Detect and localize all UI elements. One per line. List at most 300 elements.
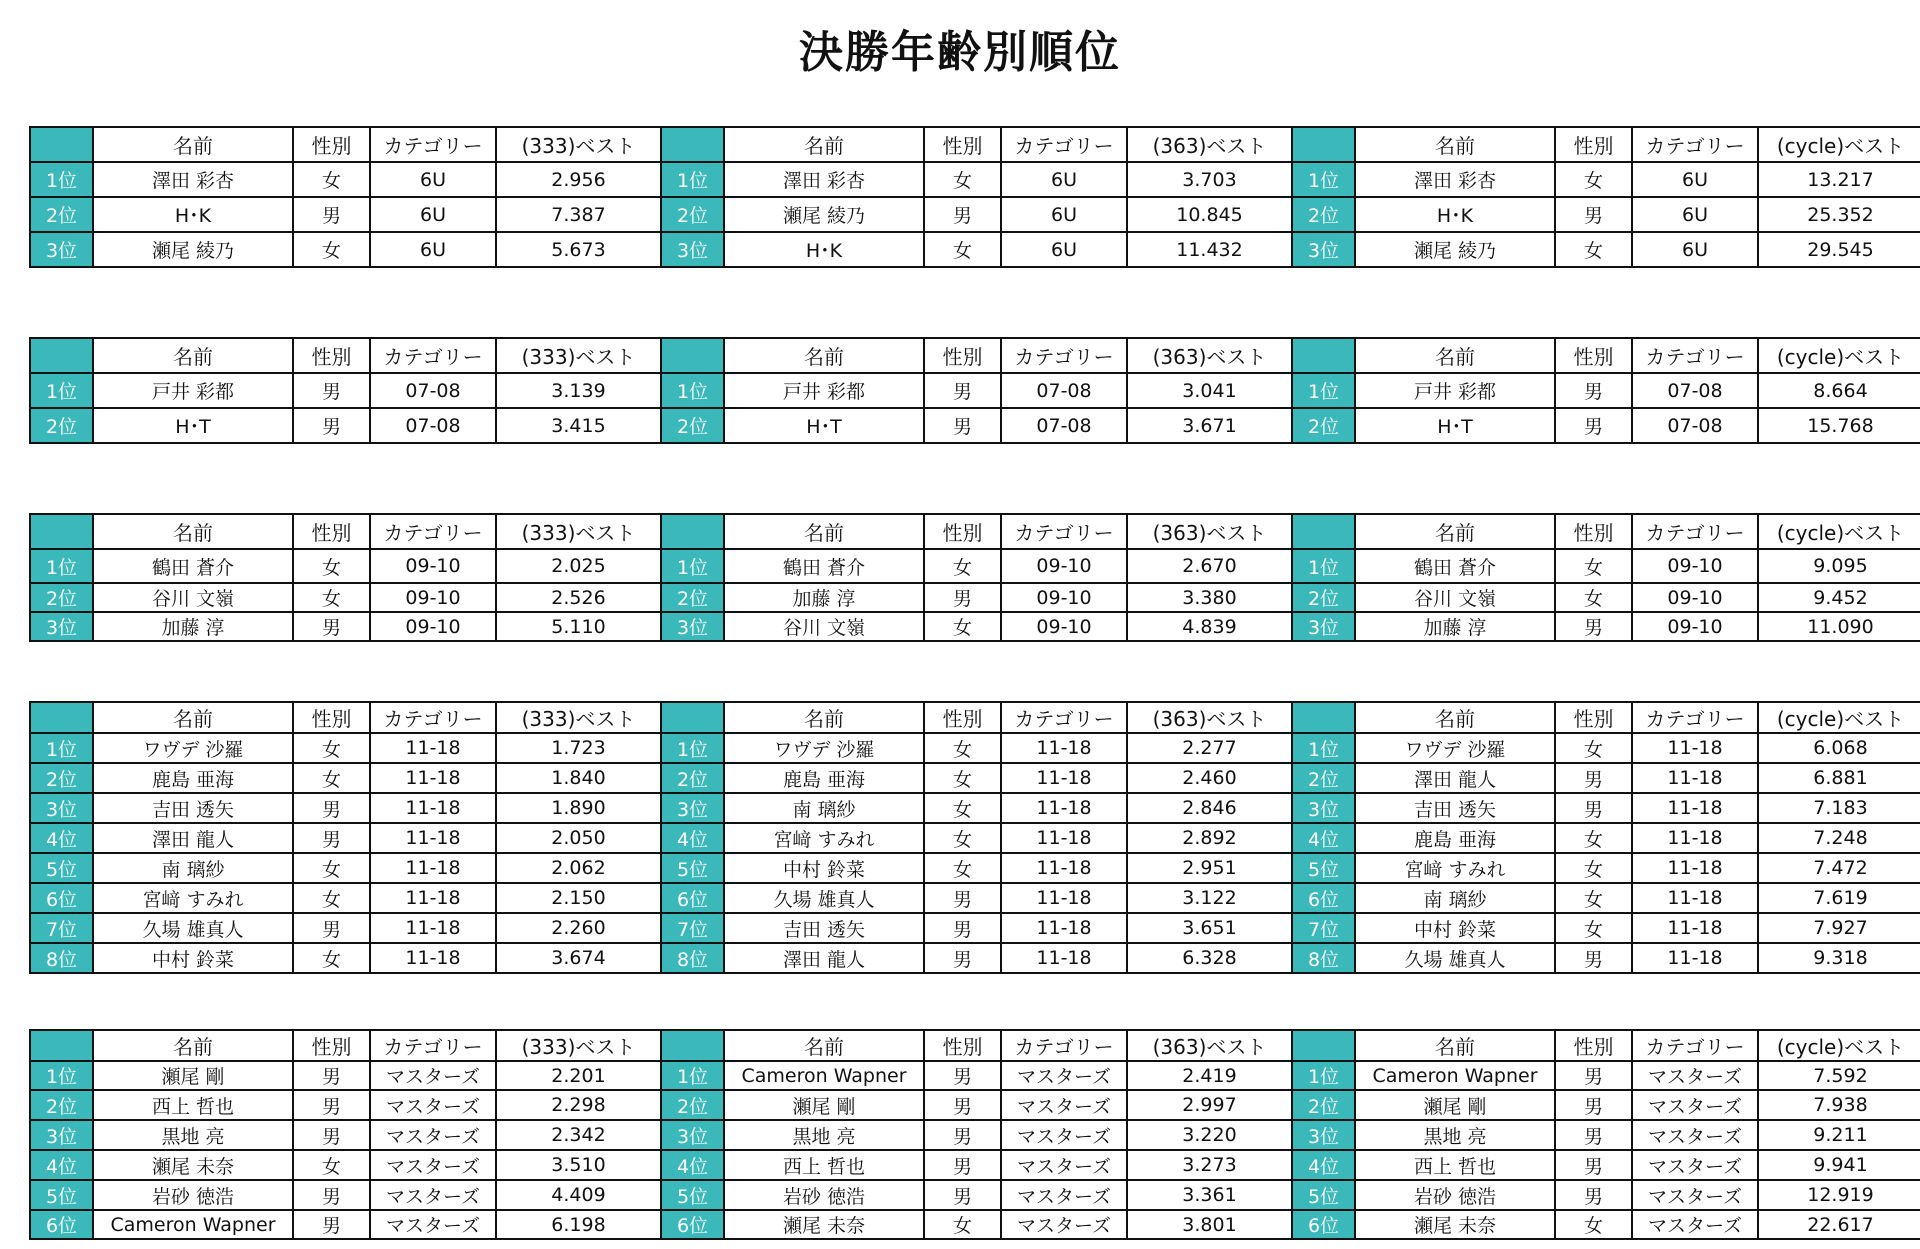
results-table xyxy=(29,513,1920,642)
gender-cell: 男 xyxy=(1555,1090,1632,1120)
gender-cell: 女 xyxy=(1555,823,1632,853)
name-cell: 西上 哲也 xyxy=(1355,1150,1555,1180)
name-cell: 久場 雄真人 xyxy=(93,913,293,943)
category-cell: 11-18 xyxy=(1001,823,1127,853)
category-cell: 6U xyxy=(1001,197,1127,232)
gender-cell: 男 xyxy=(924,1120,1001,1150)
best-cell: 8.664 xyxy=(1758,373,1920,408)
gender-cell: 男 xyxy=(293,1210,370,1239)
best-cell: 7.927 xyxy=(1758,913,1920,943)
gender-cell: 女 xyxy=(293,943,370,973)
name-cell: 加藤 淳 xyxy=(1355,612,1555,641)
rank-cell: 2位 xyxy=(1292,197,1355,232)
category-cell: マスターズ xyxy=(1632,1150,1758,1180)
column-header-best333: (333)ベスト xyxy=(496,702,661,733)
header-row xyxy=(30,702,1920,733)
gender-cell: 女 xyxy=(1555,232,1632,267)
category-cell: 6U xyxy=(1001,162,1127,197)
column-header-bestcycle: (cycle)ベスト xyxy=(1758,127,1920,162)
name-cell: 鶴田 蒼介 xyxy=(1355,549,1555,583)
category-cell: 11-18 xyxy=(1632,853,1758,883)
category-cell: 11-18 xyxy=(1001,853,1127,883)
rank-cell: 5位 xyxy=(1292,853,1355,883)
rank-cell: 1位 xyxy=(30,162,93,197)
table-row xyxy=(30,583,1920,612)
column-header-category: カテゴリー xyxy=(1001,1030,1127,1061)
column-header-category: カテゴリー xyxy=(370,127,496,162)
rank-cell: 8位 xyxy=(1292,943,1355,973)
column-header-gender: 性別 xyxy=(1555,127,1632,162)
rank-cell: 3位 xyxy=(661,232,724,267)
rank-cell: 2位 xyxy=(661,763,724,793)
rank-cell: 2位 xyxy=(1292,1090,1355,1120)
category-cell: 09-10 xyxy=(1001,549,1127,583)
category-cell: 6U xyxy=(370,232,496,267)
best-cell: 4.409 xyxy=(496,1180,661,1210)
best-cell: 6.198 xyxy=(496,1210,661,1239)
best-cell: 3.139 xyxy=(496,373,661,408)
best-cell: 4.839 xyxy=(1127,612,1292,641)
rank-header-cell xyxy=(661,702,724,733)
name-cell: H･K xyxy=(1355,197,1555,232)
column-header-gender: 性別 xyxy=(293,338,370,373)
rank-cell: 3位 xyxy=(30,612,93,641)
name-cell: ワヴデ 沙羅 xyxy=(93,733,293,763)
rank-cell: 1位 xyxy=(1292,162,1355,197)
category-cell: 11-18 xyxy=(1632,763,1758,793)
rank-header-cell xyxy=(30,127,93,162)
column-header-gender: 性別 xyxy=(1555,338,1632,373)
rank-cell: 3位 xyxy=(1292,612,1355,641)
gender-cell: 女 xyxy=(293,883,370,913)
name-cell: 瀬尾 剛 xyxy=(724,1090,924,1120)
table-row xyxy=(30,232,1920,267)
column-header-category: カテゴリー xyxy=(370,338,496,373)
table-row xyxy=(30,373,1920,408)
rank-cell: 6位 xyxy=(30,883,93,913)
best-cell: 6.328 xyxy=(1127,943,1292,973)
column-header-best333: (333)ベスト xyxy=(496,338,661,373)
name-cell: 澤田 龍人 xyxy=(1355,763,1555,793)
header-row xyxy=(30,1030,1920,1061)
category-cell: 11-18 xyxy=(370,823,496,853)
category-cell: マスターズ xyxy=(370,1180,496,1210)
name-cell: 宮﨑 すみれ xyxy=(93,883,293,913)
column-header-category: カテゴリー xyxy=(1001,127,1127,162)
column-header-gender: 性別 xyxy=(293,127,370,162)
name-cell: 吉田 透矢 xyxy=(724,913,924,943)
column-header-best363: (363)ベスト xyxy=(1127,702,1292,733)
column-header-category: カテゴリー xyxy=(370,514,496,549)
category-cell: 09-10 xyxy=(1001,583,1127,612)
column-header-gender: 性別 xyxy=(1555,514,1632,549)
rank-header-cell xyxy=(1292,127,1355,162)
column-header-category: カテゴリー xyxy=(370,1030,496,1061)
best-cell: 2.277 xyxy=(1127,733,1292,763)
rank-cell: 1位 xyxy=(661,1061,724,1090)
column-header-category: カテゴリー xyxy=(1001,514,1127,549)
name-cell: 澤田 彩杏 xyxy=(724,162,924,197)
category-cell: 6U xyxy=(1632,232,1758,267)
rank-cell: 2位 xyxy=(30,1090,93,1120)
best-cell: 2.997 xyxy=(1127,1090,1292,1120)
name-cell: 加藤 淳 xyxy=(724,583,924,612)
best-cell: 2.526 xyxy=(496,583,661,612)
best-cell: 2.025 xyxy=(496,549,661,583)
rank-cell: 1位 xyxy=(1292,373,1355,408)
rank-header-cell xyxy=(661,514,724,549)
name-cell: 戸井 彩都 xyxy=(724,373,924,408)
gender-cell: 男 xyxy=(293,612,370,641)
rank-header-cell xyxy=(30,1030,93,1061)
gender-cell: 男 xyxy=(293,1061,370,1090)
name-cell: 宮﨑 すみれ xyxy=(1355,853,1555,883)
best-cell: 1.723 xyxy=(496,733,661,763)
column-header-category: カテゴリー xyxy=(1632,338,1758,373)
table-row xyxy=(30,823,1920,853)
rank-cell: 2位 xyxy=(1292,408,1355,443)
best-cell: 2.846 xyxy=(1127,793,1292,823)
best-cell: 11.090 xyxy=(1758,612,1920,641)
column-header-name: 名前 xyxy=(93,702,293,733)
name-cell: 中村 鈴菜 xyxy=(93,943,293,973)
rank-cell: 2位 xyxy=(1292,583,1355,612)
column-header-category: カテゴリー xyxy=(1001,702,1127,733)
best-cell: 29.545 xyxy=(1758,232,1920,267)
category-cell: 11-18 xyxy=(1001,793,1127,823)
name-cell: 瀬尾 綾乃 xyxy=(93,232,293,267)
rank-cell: 2位 xyxy=(30,197,93,232)
table-row xyxy=(30,612,1920,641)
category-cell: 11-18 xyxy=(370,943,496,973)
name-cell: 黒地 亮 xyxy=(1355,1120,1555,1150)
category-cell: マスターズ xyxy=(1632,1090,1758,1120)
rank-header-cell xyxy=(661,127,724,162)
rank-header-cell xyxy=(661,1030,724,1061)
name-cell: Cameron Wapner xyxy=(1355,1061,1555,1090)
best-cell: 5.673 xyxy=(496,232,661,267)
gender-cell: 女 xyxy=(1555,733,1632,763)
name-cell: 鶴田 蒼介 xyxy=(724,549,924,583)
best-cell: 13.217 xyxy=(1758,162,1920,197)
name-cell: H･K xyxy=(724,232,924,267)
category-cell: 09-10 xyxy=(1632,612,1758,641)
category-cell: 11-18 xyxy=(1632,823,1758,853)
name-cell: 加藤 淳 xyxy=(93,612,293,641)
column-header-name: 名前 xyxy=(93,514,293,549)
best-cell: 3.801 xyxy=(1127,1210,1292,1239)
header-row xyxy=(30,514,1920,549)
name-cell: 戸井 彩都 xyxy=(93,373,293,408)
column-header-gender: 性別 xyxy=(924,702,1001,733)
column-header-bestcycle: (cycle)ベスト xyxy=(1758,338,1920,373)
rank-cell: 7位 xyxy=(661,913,724,943)
rank-cell: 3位 xyxy=(661,793,724,823)
best-cell: 1.840 xyxy=(496,763,661,793)
rank-cell: 3位 xyxy=(661,612,724,641)
category-cell: 6U xyxy=(1632,162,1758,197)
best-cell: 2.419 xyxy=(1127,1061,1292,1090)
table-row xyxy=(30,733,1920,763)
gender-cell: 男 xyxy=(1555,373,1632,408)
gender-cell: 女 xyxy=(293,232,370,267)
rank-cell: 7位 xyxy=(1292,913,1355,943)
column-header-name: 名前 xyxy=(93,1030,293,1061)
table-row xyxy=(30,1210,1920,1239)
best-cell: 1.890 xyxy=(496,793,661,823)
name-cell: 瀬尾 剛 xyxy=(93,1061,293,1090)
name-cell: Cameron Wapner xyxy=(93,1210,293,1239)
rank-cell: 8位 xyxy=(661,943,724,973)
name-cell: 西上 哲也 xyxy=(724,1150,924,1180)
best-cell: 3.380 xyxy=(1127,583,1292,612)
gender-cell: 女 xyxy=(1555,883,1632,913)
best-cell: 9.452 xyxy=(1758,583,1920,612)
column-header-gender: 性別 xyxy=(924,127,1001,162)
category-cell: 11-18 xyxy=(370,883,496,913)
name-cell: 瀬尾 未奈 xyxy=(1355,1210,1555,1239)
category-cell: 09-10 xyxy=(370,549,496,583)
best-cell: 2.956 xyxy=(496,162,661,197)
best-cell: 3.415 xyxy=(496,408,661,443)
column-header-category: カテゴリー xyxy=(1001,338,1127,373)
name-cell: 中村 鈴菜 xyxy=(1355,913,1555,943)
rank-cell: 1位 xyxy=(661,549,724,583)
rank-cell: 5位 xyxy=(30,853,93,883)
category-cell: マスターズ xyxy=(370,1210,496,1239)
best-cell: 7.183 xyxy=(1758,793,1920,823)
gender-cell: 男 xyxy=(924,1061,1001,1090)
gender-cell: 男 xyxy=(1555,1150,1632,1180)
name-cell: ワヴデ 沙羅 xyxy=(724,733,924,763)
category-cell: 11-18 xyxy=(1001,763,1127,793)
best-cell: 3.510 xyxy=(496,1150,661,1180)
best-cell: 7.619 xyxy=(1758,883,1920,913)
gender-cell: 男 xyxy=(1555,1180,1632,1210)
page-title: 決勝年齢別順位 xyxy=(799,27,1121,78)
rank-cell: 1位 xyxy=(30,733,93,763)
rank-cell: 4位 xyxy=(661,823,724,853)
category-cell: 09-10 xyxy=(370,583,496,612)
rank-cell: 3位 xyxy=(30,793,93,823)
name-cell: 岩砂 徳浩 xyxy=(93,1180,293,1210)
rank-cell: 2位 xyxy=(661,197,724,232)
gender-cell: 女 xyxy=(293,549,370,583)
best-cell: 15.768 xyxy=(1758,408,1920,443)
rank-header-cell xyxy=(661,338,724,373)
gender-cell: 女 xyxy=(924,793,1001,823)
column-header-category: カテゴリー xyxy=(1632,1030,1758,1061)
best-cell: 2.050 xyxy=(496,823,661,853)
name-cell: 澤田 彩杏 xyxy=(93,162,293,197)
best-cell: 2.298 xyxy=(496,1090,661,1120)
best-cell: 7.248 xyxy=(1758,823,1920,853)
rank-cell: 4位 xyxy=(1292,1150,1355,1180)
category-cell: 11-18 xyxy=(370,793,496,823)
category-cell: マスターズ xyxy=(1001,1180,1127,1210)
table-row xyxy=(30,1150,1920,1180)
column-header-gender: 性別 xyxy=(924,514,1001,549)
results-table xyxy=(29,126,1920,268)
gender-cell: 女 xyxy=(924,232,1001,267)
table-row xyxy=(30,943,1920,973)
rank-cell: 2位 xyxy=(1292,763,1355,793)
category-cell: 11-18 xyxy=(370,763,496,793)
name-cell: 谷川 文嶺 xyxy=(1355,583,1555,612)
gender-cell: 女 xyxy=(293,853,370,883)
rank-cell: 4位 xyxy=(661,1150,724,1180)
category-cell: 09-10 xyxy=(1632,549,1758,583)
best-cell: 2.201 xyxy=(496,1061,661,1090)
category-cell: 6U xyxy=(1632,197,1758,232)
rank-cell: 2位 xyxy=(661,583,724,612)
table-row xyxy=(30,408,1920,443)
name-cell: 戸井 彩都 xyxy=(1355,373,1555,408)
gender-cell: 女 xyxy=(924,1210,1001,1239)
category-cell: 6U xyxy=(1001,232,1127,267)
best-cell: 7.387 xyxy=(496,197,661,232)
gender-cell: 女 xyxy=(1555,583,1632,612)
best-cell: 22.617 xyxy=(1758,1210,1920,1239)
category-cell: 07-08 xyxy=(370,408,496,443)
category-cell: マスターズ xyxy=(1001,1061,1127,1090)
column-header-name: 名前 xyxy=(724,338,924,373)
gender-cell: 男 xyxy=(1555,197,1632,232)
name-cell: ワヴデ 沙羅 xyxy=(1355,733,1555,763)
gender-cell: 女 xyxy=(924,763,1001,793)
table-row xyxy=(30,1180,1920,1210)
rank-cell: 2位 xyxy=(661,408,724,443)
rank-cell: 1位 xyxy=(1292,733,1355,763)
rank-cell: 8位 xyxy=(30,943,93,973)
name-cell: 瀬尾 未奈 xyxy=(93,1150,293,1180)
gender-cell: 男 xyxy=(1555,612,1632,641)
rank-cell: 3位 xyxy=(30,232,93,267)
table-row xyxy=(30,1120,1920,1150)
column-header-category: カテゴリー xyxy=(370,702,496,733)
category-cell: マスターズ xyxy=(370,1150,496,1180)
best-cell: 3.674 xyxy=(496,943,661,973)
rank-cell: 5位 xyxy=(661,853,724,883)
gender-cell: 男 xyxy=(293,913,370,943)
rank-cell: 6位 xyxy=(1292,1210,1355,1239)
gender-cell: 女 xyxy=(293,162,370,197)
rank-cell: 3位 xyxy=(1292,1120,1355,1150)
gender-cell: 男 xyxy=(924,373,1001,408)
gender-cell: 男 xyxy=(1555,408,1632,443)
rank-cell: 3位 xyxy=(30,1120,93,1150)
column-header-name: 名前 xyxy=(1355,1030,1555,1061)
column-header-gender: 性別 xyxy=(293,514,370,549)
rank-cell: 1位 xyxy=(30,373,93,408)
rank-cell: 1位 xyxy=(661,733,724,763)
rank-cell: 1位 xyxy=(30,1061,93,1090)
best-cell: 2.062 xyxy=(496,853,661,883)
results-table xyxy=(29,701,1920,974)
gender-cell: 女 xyxy=(293,583,370,612)
best-cell: 2.951 xyxy=(1127,853,1292,883)
table-row xyxy=(30,1090,1920,1120)
table-row xyxy=(30,763,1920,793)
name-cell: 谷川 文嶺 xyxy=(93,583,293,612)
best-cell: 10.845 xyxy=(1127,197,1292,232)
best-cell: 3.361 xyxy=(1127,1180,1292,1210)
best-cell: 2.150 xyxy=(496,883,661,913)
results-table xyxy=(29,337,1920,444)
results-table xyxy=(29,1029,1920,1240)
column-header-best333: (333)ベスト xyxy=(496,1030,661,1061)
rank-cell: 4位 xyxy=(30,823,93,853)
gender-cell: 女 xyxy=(293,733,370,763)
column-header-name: 名前 xyxy=(724,702,924,733)
best-cell: 2.260 xyxy=(496,913,661,943)
header-row xyxy=(30,127,1920,162)
column-header-name: 名前 xyxy=(93,338,293,373)
category-cell: マスターズ xyxy=(1632,1061,1758,1090)
name-cell: 南 璃紗 xyxy=(724,793,924,823)
name-cell: 鶴田 蒼介 xyxy=(93,549,293,583)
table-row xyxy=(30,883,1920,913)
gender-cell: 女 xyxy=(1555,549,1632,583)
name-cell: H･T xyxy=(724,408,924,443)
gender-cell: 男 xyxy=(1555,793,1632,823)
table-row xyxy=(30,549,1920,583)
category-cell: マスターズ xyxy=(370,1090,496,1120)
best-cell: 2.670 xyxy=(1127,549,1292,583)
column-header-gender: 性別 xyxy=(924,1030,1001,1061)
rank-header-cell xyxy=(30,514,93,549)
category-cell: 11-18 xyxy=(1632,943,1758,973)
gender-cell: 男 xyxy=(293,1090,370,1120)
rank-cell: 1位 xyxy=(30,549,93,583)
gender-cell: 男 xyxy=(293,373,370,408)
column-header-best333: (333)ベスト xyxy=(496,127,661,162)
category-cell: 11-18 xyxy=(370,853,496,883)
category-cell: 11-18 xyxy=(1632,883,1758,913)
name-cell: 吉田 透矢 xyxy=(93,793,293,823)
category-cell: マスターズ xyxy=(1001,1120,1127,1150)
gender-cell: 男 xyxy=(293,408,370,443)
column-header-gender: 性別 xyxy=(293,702,370,733)
gender-cell: 女 xyxy=(1555,913,1632,943)
rank-cell: 3位 xyxy=(1292,232,1355,267)
best-cell: 3.220 xyxy=(1127,1120,1292,1150)
rank-cell: 1位 xyxy=(661,162,724,197)
gender-cell: 男 xyxy=(293,823,370,853)
rank-cell: 4位 xyxy=(1292,823,1355,853)
name-cell: Cameron Wapner xyxy=(724,1061,924,1090)
best-cell: 9.941 xyxy=(1758,1150,1920,1180)
category-cell: 11-18 xyxy=(1632,793,1758,823)
gender-cell: 女 xyxy=(293,763,370,793)
gender-cell: 女 xyxy=(924,549,1001,583)
category-cell: 11-18 xyxy=(1632,733,1758,763)
name-cell: 黒地 亮 xyxy=(724,1120,924,1150)
name-cell: 黒地 亮 xyxy=(93,1120,293,1150)
column-header-gender: 性別 xyxy=(924,338,1001,373)
name-cell: H･T xyxy=(1355,408,1555,443)
gender-cell: 女 xyxy=(924,853,1001,883)
gender-cell: 男 xyxy=(1555,1061,1632,1090)
rank-cell: 6位 xyxy=(1292,883,1355,913)
best-cell: 9.095 xyxy=(1758,549,1920,583)
best-cell: 2.342 xyxy=(496,1120,661,1150)
column-header-name: 名前 xyxy=(724,127,924,162)
name-cell: H･T xyxy=(93,408,293,443)
category-cell: 07-08 xyxy=(1001,408,1127,443)
name-cell: 澤田 龍人 xyxy=(724,943,924,973)
best-cell: 2.460 xyxy=(1127,763,1292,793)
